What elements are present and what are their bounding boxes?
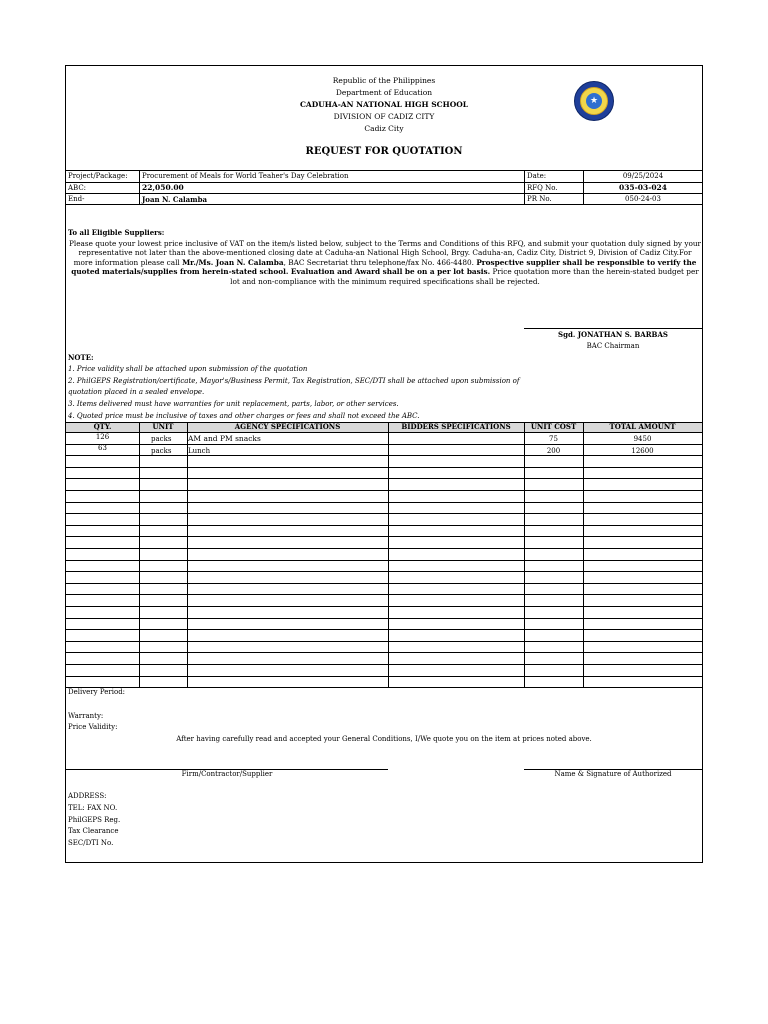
firm-label: Firm/Contractor/Supplier (181, 770, 273, 778)
project-value: Procurement of Meals for World Teaher's Day Celebration (142, 172, 349, 180)
header-city: Cadiz City (364, 124, 404, 133)
info-col-divider (139, 170, 140, 204)
note-item: 1. Price validity shall be attached upon submission of the quotation (68, 364, 308, 373)
col-header-unit-cost: UNIT COST (530, 422, 577, 431)
abc-value: 22,050.00 (142, 183, 184, 192)
header-department: Department of Education (335, 88, 433, 97)
row2-spec: Lunch (188, 447, 211, 455)
end-user-value: Joan N. Calamba (142, 195, 208, 204)
info-top-border (66, 170, 702, 171)
note-item: quotation placed in a sealed envelope. (68, 388, 205, 397)
intro-paragraph: Please quote your lowest price inclusive of VAT on the item/s listed below, subject to the Terms and Conditions of this RFQ, and submit your quotation duly signed by your representative not later than the above-mentioned closing date at Caduha-an National High School, Brgy. Caduha-an, Cadiz City, District 9, Division of Cadiz City.For more information please call Mr./Ms. Joan N. Calamba, BAC Secretariat thru telephone/fax No. 466-4480. Prospective supplier shall be responsible to verify the quoted materials/supplies from herein-stated school. Evaluation and Award shall be on a per lot basis. Price quotation more than the herein-stated budget per lot and non-compliance with the minimum required specifications shall be rejected. (68, 239, 702, 286)
abc-label: ABC: (68, 184, 87, 192)
notes-section (68, 352, 519, 423)
table-row-border (66, 502, 702, 503)
table-row-border (66, 548, 702, 549)
end-user-label: End- (68, 195, 85, 203)
note-item: 4. Quoted price must be inclusive of taxes and other charges or fees and shall not exceed the ABC. (68, 411, 420, 420)
rfq-document (65, 65, 703, 863)
school-seal-icon: ★ (574, 81, 614, 121)
row1-qty: 126 (95, 433, 110, 441)
row2-qty: 63 (98, 444, 107, 452)
col-header-qty: QTY. (93, 422, 112, 431)
acceptance-statement: After having carefully read and accepted your General Conditions, I/We quote you on the item at prices noted above. (176, 735, 592, 743)
row2-unit: packs (151, 447, 172, 455)
table-row-border (66, 676, 702, 677)
header-division: DIVISION OF CADIZ CITY (333, 112, 435, 121)
sec-dti-label: SEC/DTI No. (68, 839, 114, 847)
col-header-total-amount: TOTAL AMOUNT (609, 422, 676, 431)
rfq-value: 035-03-024 (619, 183, 667, 192)
col-header-agency-specs: AGENCY SPECIFICATIONS (234, 422, 341, 431)
pr-value: 050-24-03 (625, 195, 661, 203)
supplier-responsibility: Prospective supplier shall be responsible to verify the quoted materials/supplies from herein-stated school. Evaluation and Award shall be on a per lot basis. (71, 257, 697, 277)
row1-unit: packs (151, 435, 172, 443)
note-item: 3. Items delivered must have warranties for unit replacement, parts, labor, or other services. (68, 400, 399, 409)
table-row-border (66, 641, 702, 642)
table-row-border (66, 629, 702, 630)
philgeps-label: PhilGEPS Reg. (68, 816, 121, 824)
table-row-border (66, 652, 702, 653)
table-row-border (66, 560, 702, 561)
table-row-border (66, 583, 702, 584)
warranty-label: Warranty: (68, 712, 104, 720)
contact-person: Mr./Ms. Joan N. Calamba (182, 257, 284, 267)
col-header-unit: UNIT (152, 422, 174, 431)
info-row-divider (66, 193, 702, 194)
info-bottom-border (66, 204, 702, 205)
rfq-label: RFQ No. (527, 184, 558, 192)
row1-unit-cost: 75 (549, 435, 558, 443)
table-row-border (66, 618, 702, 619)
col-header-bidder-specs: BIDDERS SPECIFICATIONS (401, 422, 511, 431)
row1-total: 9450 (633, 435, 652, 443)
table-row-border (66, 467, 702, 468)
header-school: CADUHA-AN NATIONAL HIGH SCHOOL (299, 100, 469, 109)
price-validity-label: Price Validity: (68, 723, 118, 731)
tel-fax-label: TEL: FAX NO. (68, 804, 118, 812)
date-label: Date: (527, 172, 547, 180)
table-row-border (66, 525, 702, 526)
row1-spec: AM and PM snacks (188, 434, 261, 443)
address-label: ADDRESS: (68, 792, 107, 800)
info-col-divider (524, 170, 525, 204)
note-item: 2. PhilGEPS Registration/certificate, Mayor's/Business Permit, Tax Registration, SEC/DTI shall be attached upon submission of (68, 376, 520, 385)
table-row-border (66, 536, 702, 537)
table-row-border (66, 455, 702, 456)
table-row-border (66, 687, 702, 688)
chairman-title: BAC Chairman (586, 342, 640, 350)
table-row-border (66, 422, 702, 423)
table-column-border (139, 422, 140, 687)
tax-clearance-label: Tax Clearance (68, 827, 119, 835)
row2-unit-cost: 200 (546, 447, 561, 455)
table-column-border (187, 422, 188, 687)
project-label: Project/Package: (68, 172, 128, 180)
salutation: To all Eligible Suppliers: (68, 228, 165, 237)
table-row-border (66, 432, 702, 433)
date-value: 09/25/2024 (622, 172, 664, 180)
table-column-border (388, 422, 389, 687)
table-row-border (66, 571, 702, 572)
chairman-signature-line (524, 328, 702, 329)
authorized-signature-label: Name & Signature of Authorized (554, 770, 672, 778)
header-republic: Republic of the Philippines (332, 76, 436, 85)
document-title: REQUEST FOR QUOTATION (305, 146, 463, 157)
delivery-period-label: Delivery Period: (68, 688, 126, 696)
table-row-border (66, 606, 702, 607)
row2-total: 12600 (631, 447, 654, 455)
table-row-border (66, 444, 702, 445)
table-column-border (524, 422, 525, 687)
pr-label: PR No. (527, 195, 552, 203)
table-row-border (66, 594, 702, 595)
table-row-border (66, 513, 702, 514)
table-row-border (66, 490, 702, 491)
notes-heading: NOTE: (68, 353, 94, 362)
table-row-border (66, 478, 702, 479)
table-row-border (66, 664, 702, 665)
chairman-name: Sgd. JONATHAN S. BARBAS (558, 330, 668, 339)
table-column-border (583, 422, 584, 687)
